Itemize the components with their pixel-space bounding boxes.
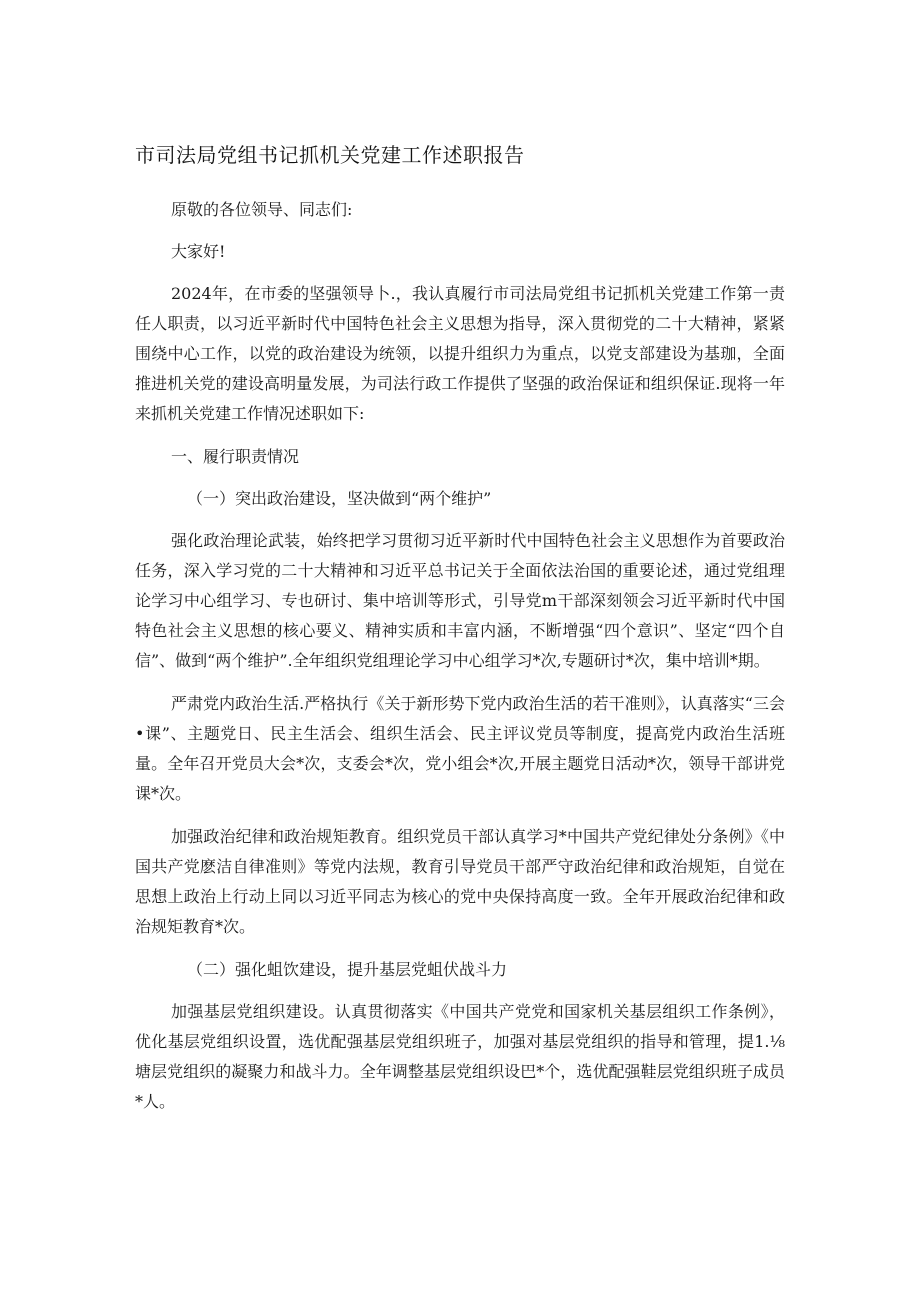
- paragraph-organization: 加强基层党组织建设。认真贯彻落实《中国共产党党和国家机关基层组织工作条例》，优化基层党组织设置，选优配强基层党组织班子，加强对基层党组织的指导和管理，提1.⅛塘层党组织的凝聚力和战斗力。全年调整基层党组织设巴*个，选优配强鞋层党组织班子成员*人。: [135, 1002, 785, 1111]
- paragraph-political-life: 严肃党内政治生活.严格执行《关于新形势下党内政治生活的若干准则》，认真落实“三会•课”、主题党日、民主生活会、组织生活会、民主评议党员等制度，提高党内政治生活班量。全年召开党员大会*次，支委会*次，党小组会*次,开展主题党日活动*次，领导干部讲党课*次。: [135, 694, 785, 803]
- document-title: 市司法局党组书记抓机关党建工作述职报告: [135, 143, 525, 167]
- paragraph-discipline: 加强政治纪律和政治规矩教育。组织党员干部认真学习*中国共产党纪律处分条例》《中国共产党麽洁自律准则》等党内法规，教育引导党员干部严守政治纪律和政治规矩，自觉在思想上政治上行动上同以习近平同志为核心的党中央保持高度一致。全年开展政治纪律和政治规矩教育*次。: [135, 827, 785, 936]
- subsection-heading-2: （二）强化蛆饮建设，提升基层党蛆伏战斗力: [187, 960, 508, 979]
- salutation: 原敬的各位领导、同志们:: [171, 200, 353, 219]
- subsection-heading-1: （一）突出政治建设，坚决做到“两个维护”: [187, 489, 492, 508]
- greeting: 大家好!: [171, 242, 226, 261]
- document-body: [135, 195, 785, 1130]
- intro-paragraph: 2024年，在市委的坚强领导卜.，我认真履行市司法局党组书记抓机关党建工作第一责任人职责，以习近平新时代中国特色社会主义思想为指导，深入贯彻党的二十大精神，紧紧围绕中心工作，以党的政治建设为统领，以提升组织力为重点，以党支部建设为基珈，全面推进机关党的建设高明量发展，为司法行政工作提供了坚强的政治保证和组织保证.现将一年来抓机关党建工作情况述职如下:: [135, 284, 785, 423]
- section-heading-1: 一、履行职责情况: [171, 447, 300, 466]
- paragraph-theory: 强化政治理论武装，始终把学习贯彻习近平新时代中国特色社会主义思想作为首要政治任务，深入学习党的二十大精神和习近平总书记关于全面依法治国的重要论述，通过党组理论学习中心组学习、专也研讨、集中培训等形式，引导党m干部深刻领会习近平新时代中国特色社会主义思想的核心要义、精神实质和丰富内涵，不断增强“四个意识”、坚定“四个自信”、做到“两个维护”.全年组织党组理论学习中心组学习*次,专题研讨*次，集中培训*期。: [135, 531, 785, 670]
